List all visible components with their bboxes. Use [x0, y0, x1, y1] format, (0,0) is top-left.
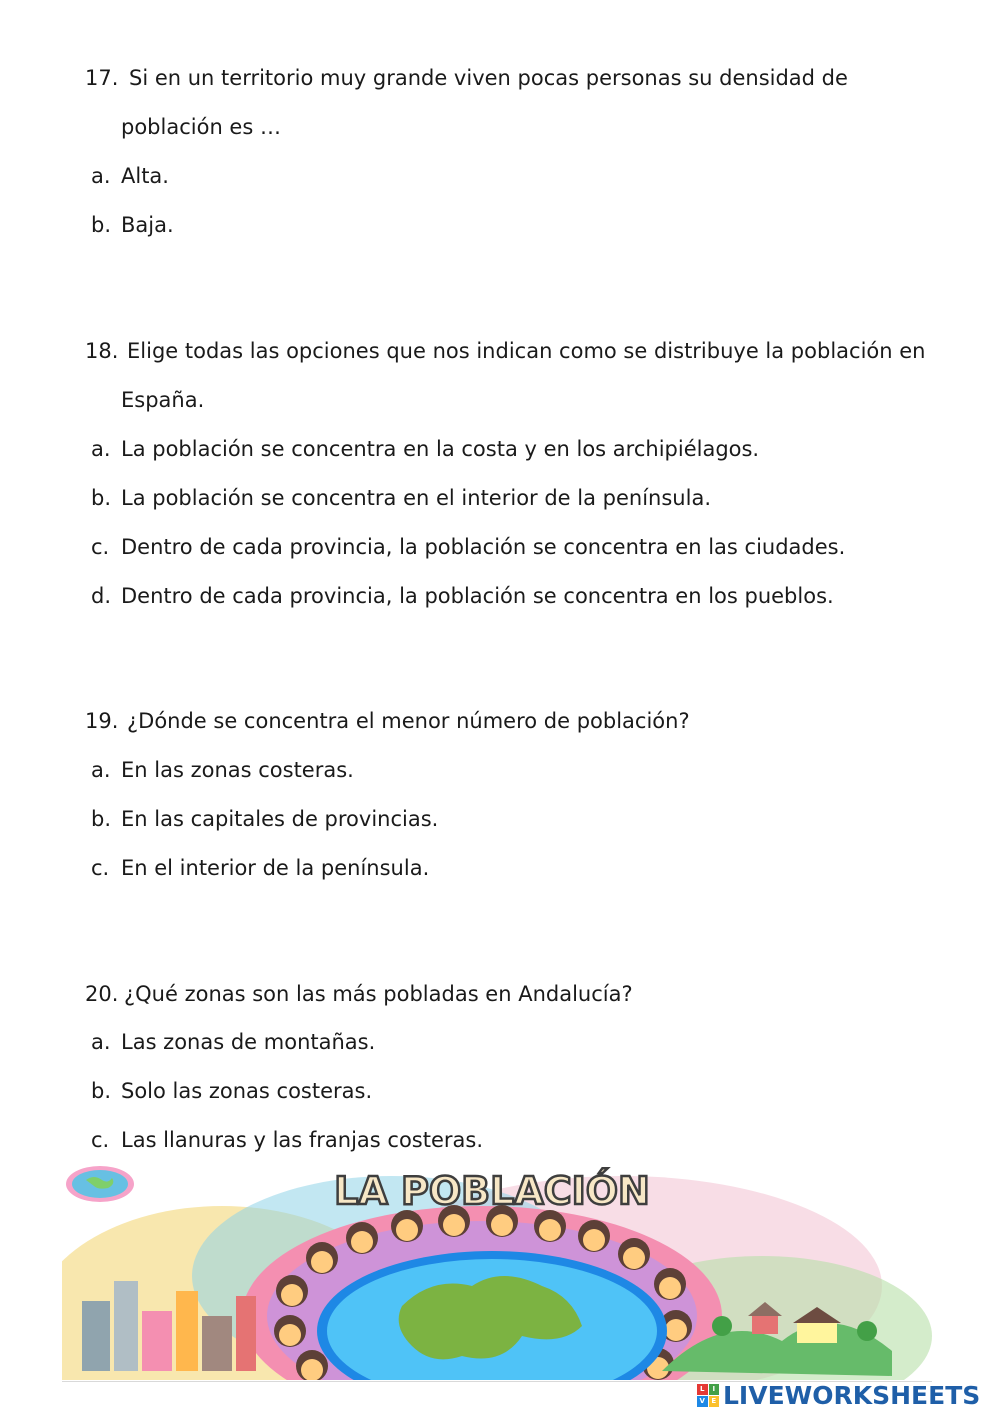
banner-title: LA POBLACIÓN: [334, 1169, 650, 1213]
question-number: 17.: [85, 66, 119, 90]
option-text: Dentro de cada provincia, la población se concentra en los pueblos.: [121, 584, 834, 608]
option-letter: b.: [91, 1079, 112, 1103]
brand-name: LIVEWORKSHEETS: [723, 1380, 981, 1410]
question-number: 20.: [85, 982, 119, 1006]
question-text-continuation: población es …: [121, 115, 281, 139]
option-letter: c.: [91, 856, 110, 880]
question-text: Si en un territorio muy grande viven pocas personas su densidad de: [129, 66, 848, 90]
option-letter: a.: [91, 164, 111, 188]
option-text: La población se concentra en el interior de la península.: [121, 486, 711, 510]
option-text: En las capitales de provincias.: [121, 807, 439, 831]
option-letter: b.: [91, 213, 112, 237]
option-letter: a.: [91, 1030, 111, 1054]
badge-letter: L: [697, 1384, 708, 1395]
question-number: 19.: [85, 709, 119, 733]
badge-letter: V: [697, 1396, 708, 1407]
option-text: Solo las zonas costeras.: [121, 1079, 373, 1103]
small-globe-icon: [66, 1166, 134, 1202]
la-poblacion-banner: [62, 1166, 934, 1380]
option-text: En las zonas costeras.: [121, 758, 354, 782]
option-text: Dentro de cada provincia, la población se concentra en las ciudades.: [121, 535, 846, 559]
option-text: La población se concentra en la costa y en los archipiélagos.: [121, 437, 760, 461]
option-letter: c.: [91, 535, 110, 559]
option-letter: a.: [91, 437, 111, 461]
question-number: 18.: [85, 339, 119, 363]
question-text: ¿Qué zonas son las más pobladas en Andalucía?: [124, 982, 633, 1006]
option-text: Las zonas de montañas.: [121, 1030, 376, 1054]
question-text: ¿Dónde se concentra el menor número de población?: [127, 709, 690, 733]
liveworksheets-logo[interactable]: [697, 1379, 980, 1411]
option-text: Alta.: [121, 164, 169, 188]
option-letter: d.: [91, 584, 112, 608]
option-text: Baja.: [121, 213, 174, 237]
badge-letter: E: [709, 1396, 720, 1407]
question-text: Elige todas las opciones que nos indican como se distribuye la población en: [127, 339, 926, 363]
option-letter: b.: [91, 486, 112, 510]
liveworksheets-badge-icon: [697, 1384, 719, 1406]
option-text: Las llanuras y las franjas costeras.: [121, 1128, 484, 1152]
badge-letter: I: [709, 1384, 720, 1395]
option-letter: a.: [91, 758, 111, 782]
option-text: En el interior de la península.: [121, 856, 430, 880]
option-letter: c.: [91, 1128, 110, 1152]
banner-illustration: [62, 1166, 934, 1380]
option-letter: b.: [91, 807, 112, 831]
question-text-continuation: España.: [121, 388, 205, 412]
